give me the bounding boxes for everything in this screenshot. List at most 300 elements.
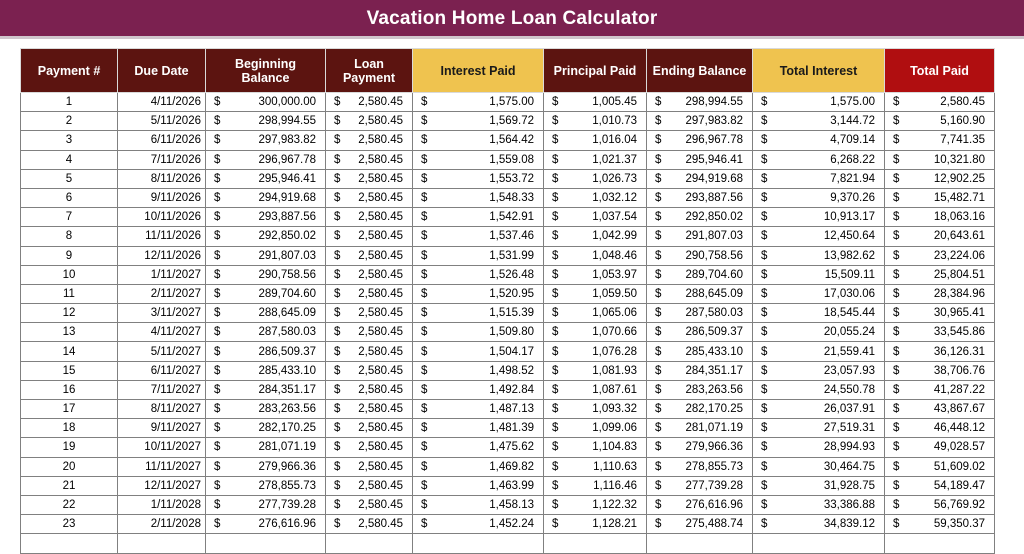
cell-loan-payment[interactable] — [326, 284, 413, 303]
amount-value: 287,580.03 — [685, 307, 743, 320]
column-header-due-date[interactable]: Due Date — [118, 49, 206, 93]
cell-payment-number[interactable]: 15 — [21, 361, 118, 380]
cell-due-date[interactable]: 8/11/2027 — [118, 400, 206, 419]
cell-ending-balance[interactable] — [647, 323, 753, 342]
cell-interest-paid[interactable] — [413, 342, 544, 361]
cell-principal-paid[interactable] — [544, 150, 647, 169]
cell-ending-balance[interactable] — [647, 438, 753, 457]
cell-ending-balance[interactable] — [647, 400, 753, 419]
cell-total-interest[interactable] — [753, 400, 885, 419]
cell-loan-payment[interactable] — [326, 438, 413, 457]
cell-payment-number[interactable]: 10 — [21, 265, 118, 284]
cell-due-date[interactable]: 4/11/2026 — [118, 93, 206, 112]
cell-total-interest[interactable] — [753, 380, 885, 399]
cell-ending-balance[interactable] — [647, 265, 753, 284]
cell-beginning-balance[interactable] — [206, 208, 326, 227]
amount-value: 284,351.17 — [685, 364, 743, 377]
cell-principal-paid[interactable] — [544, 419, 647, 438]
cell-due-date[interactable]: 8/11/2026 — [118, 169, 206, 188]
amount-value: 291,807.03 — [258, 249, 316, 262]
cell-due-date[interactable]: 7/11/2026 — [118, 150, 206, 169]
column-header-beginning-balance[interactable]: Beginning Balance — [206, 49, 326, 93]
cell-total-interest[interactable] — [753, 457, 885, 476]
cell-total-paid[interactable] — [885, 400, 995, 419]
cell-ending-balance[interactable] — [647, 284, 753, 303]
cell-payment-number[interactable]: 14 — [21, 342, 118, 361]
cell-beginning-balance[interactable] — [206, 304, 326, 323]
cell-total-interest[interactable] — [753, 304, 885, 323]
cell-total-paid[interactable] — [885, 112, 995, 131]
cell-ending-balance[interactable] — [647, 304, 753, 323]
cell-principal-paid[interactable] — [544, 515, 647, 534]
cell-total-interest[interactable] — [753, 495, 885, 514]
cell-ending-balance[interactable] — [647, 380, 753, 399]
column-header-ending-balance[interactable]: Ending Balance — [647, 49, 753, 93]
cell-principal-paid[interactable] — [544, 227, 647, 246]
cell-principal-paid[interactable] — [544, 361, 647, 380]
cell-total-paid[interactable] — [885, 323, 995, 342]
currency-symbol: $ — [761, 115, 768, 128]
cell-principal-paid[interactable] — [544, 131, 647, 150]
cell-loan-payment[interactable] — [326, 112, 413, 131]
cell-total-paid[interactable] — [885, 534, 995, 553]
cell-total-interest[interactable] — [753, 342, 885, 361]
cell-total-interest[interactable] — [753, 188, 885, 207]
cell-total-interest[interactable] — [753, 515, 885, 534]
cell-loan-payment[interactable] — [326, 457, 413, 476]
cell-loan-payment[interactable] — [326, 361, 413, 380]
cell-total-paid[interactable] — [885, 438, 995, 457]
currency-symbol: $ — [893, 211, 900, 224]
cell-payment-number[interactable]: 22 — [21, 495, 118, 514]
table-row[interactable] — [21, 93, 995, 112]
column-header-total-interest[interactable]: Total Interest — [753, 49, 885, 93]
currency-symbol: $ — [761, 364, 768, 377]
cell-total-paid[interactable] — [885, 188, 995, 207]
amount-value: 31,928.75 — [823, 479, 875, 492]
cell-beginning-balance[interactable] — [206, 265, 326, 284]
cell-ending-balance[interactable] — [647, 93, 753, 112]
cell-payment-number[interactable]: 1 — [21, 93, 118, 112]
cell-principal-paid[interactable] — [544, 457, 647, 476]
table-row[interactable] — [21, 323, 995, 342]
amount-value: 290,758.56 — [258, 268, 316, 281]
cell-ending-balance[interactable] — [647, 150, 753, 169]
cell-interest-paid[interactable] — [413, 515, 544, 534]
cell-total-paid[interactable] — [885, 419, 995, 438]
cell-ending-balance[interactable] — [647, 169, 753, 188]
cell-interest-paid[interactable] — [413, 112, 544, 131]
cell-interest-paid[interactable] — [413, 227, 544, 246]
cell-total-paid[interactable] — [885, 284, 995, 303]
table-row[interactable] — [21, 380, 995, 399]
cell-due-date[interactable]: 6/11/2026 — [118, 131, 206, 150]
amount-value: 1,053.97 — [592, 268, 637, 281]
cell-ending-balance[interactable] — [647, 342, 753, 361]
currency-symbol: $ — [552, 287, 559, 300]
cell-beginning-balance[interactable] — [206, 515, 326, 534]
cell-due-date[interactable]: 1/11/2027 — [118, 265, 206, 284]
cell-due-date[interactable]: 4/11/2027 — [118, 323, 206, 342]
cell-payment-number[interactable]: 9 — [21, 246, 118, 265]
cell-beginning-balance[interactable] — [206, 342, 326, 361]
amount-value: 1,026.73 — [592, 172, 637, 185]
cell-loan-payment[interactable] — [326, 515, 413, 534]
cell-principal-paid[interactable] — [544, 534, 647, 553]
cell-beginning-balance[interactable] — [206, 438, 326, 457]
cell-total-interest[interactable] — [753, 150, 885, 169]
cell-total-interest[interactable] — [753, 169, 885, 188]
currency-symbol: $ — [893, 383, 900, 396]
cell-interest-paid[interactable] — [413, 93, 544, 112]
cell-total-interest[interactable] — [753, 246, 885, 265]
cell-loan-payment[interactable] — [326, 265, 413, 284]
table-row[interactable] — [21, 284, 995, 303]
cell-total-interest[interactable] — [753, 112, 885, 131]
table-row[interactable] — [21, 495, 995, 514]
cell-interest-paid[interactable] — [413, 265, 544, 284]
cell-principal-paid[interactable] — [544, 284, 647, 303]
cell-due-date[interactable]: 9/11/2026 — [118, 188, 206, 207]
cell-total-interest[interactable] — [753, 265, 885, 284]
cell-beginning-balance[interactable] — [206, 246, 326, 265]
cell-loan-payment[interactable] — [326, 495, 413, 514]
amount-value: 298,994.55 — [685, 96, 743, 109]
cell-beginning-balance[interactable] — [206, 361, 326, 380]
cell-beginning-balance[interactable] — [206, 476, 326, 495]
cell-loan-payment[interactable] — [326, 476, 413, 495]
cell-interest-paid[interactable] — [413, 246, 544, 265]
cell-loan-payment[interactable] — [326, 227, 413, 246]
cell-interest-paid[interactable] — [413, 476, 544, 495]
table-row[interactable] — [21, 476, 995, 495]
cell-payment-number[interactable]: 18 — [21, 419, 118, 438]
column-header-loan-payment[interactable]: Loan Payment — [326, 49, 413, 93]
column-header-total-paid[interactable]: Total Paid — [885, 49, 995, 93]
cell-loan-payment[interactable] — [326, 208, 413, 227]
amount-value: 23,057.93 — [823, 364, 875, 377]
amount-value: 34,839.12 — [823, 518, 875, 531]
cell-principal-paid[interactable] — [544, 400, 647, 419]
amount-value: 27,519.31 — [823, 422, 875, 435]
cell-payment-number[interactable] — [21, 534, 118, 553]
cell-total-paid[interactable] — [885, 476, 995, 495]
amount-value: 1,037.54 — [592, 211, 637, 224]
cell-principal-paid[interactable] — [544, 265, 647, 284]
amount-value: 277,739.28 — [685, 479, 743, 492]
cell-beginning-balance[interactable] — [206, 495, 326, 514]
cell-ending-balance[interactable] — [647, 534, 753, 553]
cell-payment-number[interactable]: 7 — [21, 208, 118, 227]
cell-total-interest[interactable] — [753, 131, 885, 150]
cell-total-interest[interactable] — [753, 323, 885, 342]
cell-loan-payment[interactable] — [326, 131, 413, 150]
table-row[interactable] — [21, 457, 995, 476]
cell-total-interest[interactable] — [753, 361, 885, 380]
cell-interest-paid[interactable] — [413, 438, 544, 457]
cell-due-date[interactable]: 2/11/2027 — [118, 284, 206, 303]
amount-value: 9,370.26 — [830, 192, 875, 205]
cell-loan-payment[interactable] — [326, 342, 413, 361]
currency-symbol: $ — [334, 422, 341, 435]
table-row[interactable] — [21, 208, 995, 227]
cell-payment-number[interactable]: 17 — [21, 400, 118, 419]
currency-symbol: $ — [761, 479, 768, 492]
amount-value: 297,983.82 — [685, 115, 743, 128]
cell-due-date[interactable]: 11/11/2026 — [118, 227, 206, 246]
cell-due-date[interactable]: 12/11/2026 — [118, 246, 206, 265]
cell-principal-paid[interactable] — [544, 342, 647, 361]
cell-ending-balance[interactable] — [647, 131, 753, 150]
cell-interest-paid[interactable] — [413, 380, 544, 399]
cell-beginning-balance[interactable] — [206, 284, 326, 303]
cell-principal-paid[interactable] — [544, 438, 647, 457]
cell-payment-number[interactable]: 12 — [21, 304, 118, 323]
cell-total-paid[interactable] — [885, 150, 995, 169]
cell-total-interest[interactable] — [753, 534, 885, 553]
cell-principal-paid[interactable] — [544, 495, 647, 514]
cell-interest-paid[interactable] — [413, 169, 544, 188]
amount-value: 285,433.10 — [258, 364, 316, 377]
cell-interest-paid[interactable] — [413, 419, 544, 438]
cell-payment-number[interactable]: 21 — [21, 476, 118, 495]
amount-value: 2,580.45 — [358, 364, 403, 377]
table-row[interactable] — [21, 515, 995, 534]
cell-ending-balance[interactable] — [647, 208, 753, 227]
cell-principal-paid[interactable] — [544, 246, 647, 265]
table-row[interactable] — [21, 188, 995, 207]
cell-principal-paid[interactable] — [544, 380, 647, 399]
cell-due-date[interactable] — [118, 534, 206, 553]
cell-total-paid[interactable] — [885, 227, 995, 246]
currency-symbol: $ — [655, 345, 662, 358]
cell-principal-paid[interactable] — [544, 169, 647, 188]
currency-symbol: $ — [655, 479, 662, 492]
page-title: Vacation Home Loan Calculator — [366, 7, 658, 29]
amount-value: 1,452.24 — [489, 518, 534, 531]
cell-beginning-balance[interactable] — [206, 534, 326, 553]
cell-payment-number[interactable]: 19 — [21, 438, 118, 457]
cell-beginning-balance[interactable] — [206, 93, 326, 112]
cell-loan-payment[interactable] — [326, 323, 413, 342]
currency-symbol: $ — [552, 403, 559, 416]
amount-value: 2,580.45 — [358, 249, 403, 262]
cell-due-date[interactable]: 5/11/2027 — [118, 342, 206, 361]
cell-total-paid[interactable] — [885, 495, 995, 514]
cell-total-interest[interactable] — [753, 438, 885, 457]
cell-interest-paid[interactable] — [413, 361, 544, 380]
table-row[interactable] — [21, 342, 995, 361]
cell-interest-paid[interactable] — [413, 323, 544, 342]
cell-payment-number[interactable]: 23 — [21, 515, 118, 534]
cell-due-date[interactable]: 12/11/2027 — [118, 476, 206, 495]
cell-due-date[interactable]: 9/11/2027 — [118, 419, 206, 438]
table-row[interactable] — [21, 419, 995, 438]
amount-value: 295,946.41 — [258, 172, 316, 185]
cell-payment-number[interactable]: 3 — [21, 131, 118, 150]
amount-value: 1,553.72 — [489, 172, 534, 185]
cell-total-paid[interactable] — [885, 169, 995, 188]
cell-total-paid[interactable] — [885, 208, 995, 227]
amount-value: 12,450.64 — [823, 230, 875, 243]
cell-beginning-balance[interactable] — [206, 150, 326, 169]
cell-interest-paid[interactable] — [413, 208, 544, 227]
cell-interest-paid[interactable] — [413, 304, 544, 323]
cell-due-date[interactable]: 1/11/2028 — [118, 495, 206, 514]
cell-payment-number[interactable]: 11 — [21, 284, 118, 303]
cell-ending-balance[interactable] — [647, 361, 753, 380]
cell-due-date[interactable]: 3/11/2027 — [118, 304, 206, 323]
currency-symbol: $ — [214, 403, 221, 416]
currency-symbol: $ — [655, 460, 662, 473]
cell-interest-paid[interactable] — [413, 188, 544, 207]
column-header-interest-paid[interactable]: Interest Paid — [413, 49, 544, 93]
cell-beginning-balance[interactable] — [206, 419, 326, 438]
table-row[interactable] — [21, 361, 995, 380]
cell-loan-payment[interactable] — [326, 419, 413, 438]
cell-loan-payment[interactable] — [326, 246, 413, 265]
cell-due-date[interactable]: 5/11/2026 — [118, 112, 206, 131]
amount-value: 2,580.45 — [358, 96, 403, 109]
cell-due-date[interactable]: 10/11/2027 — [118, 438, 206, 457]
table-row[interactable] — [21, 112, 995, 131]
cell-principal-paid[interactable] — [544, 112, 647, 131]
cell-total-paid[interactable] — [885, 380, 995, 399]
cell-payment-number[interactable]: 8 — [21, 227, 118, 246]
cell-total-paid[interactable] — [885, 131, 995, 150]
cell-beginning-balance[interactable] — [206, 112, 326, 131]
cell-principal-paid[interactable] — [544, 476, 647, 495]
table-row[interactable] — [21, 534, 995, 553]
cell-beginning-balance[interactable] — [206, 227, 326, 246]
cell-interest-paid[interactable] — [413, 534, 544, 553]
column-header-principal-paid[interactable]: Principal Paid — [544, 49, 647, 93]
cell-beginning-balance[interactable] — [206, 323, 326, 342]
cell-total-paid[interactable] — [885, 246, 995, 265]
cell-payment-number[interactable]: 5 — [21, 169, 118, 188]
cell-ending-balance[interactable] — [647, 476, 753, 495]
cell-total-interest[interactable] — [753, 419, 885, 438]
cell-total-interest[interactable] — [753, 284, 885, 303]
cell-total-paid[interactable] — [885, 342, 995, 361]
amount-value: 2,580.45 — [358, 268, 403, 281]
cell-loan-payment[interactable] — [326, 93, 413, 112]
table-row[interactable] — [21, 131, 995, 150]
cell-payment-number[interactable]: 6 — [21, 188, 118, 207]
cell-payment-number[interactable]: 4 — [21, 150, 118, 169]
cell-loan-payment[interactable] — [326, 188, 413, 207]
currency-symbol: $ — [421, 345, 428, 358]
table-row[interactable] — [21, 246, 995, 265]
cell-interest-paid[interactable] — [413, 284, 544, 303]
amount-value: 1,021.37 — [592, 153, 637, 166]
currency-symbol: $ — [893, 326, 900, 339]
cell-interest-paid[interactable] — [413, 400, 544, 419]
cell-total-interest[interactable] — [753, 208, 885, 227]
cell-payment-number[interactable]: 2 — [21, 112, 118, 131]
cell-principal-paid[interactable] — [544, 93, 647, 112]
cell-beginning-balance[interactable] — [206, 169, 326, 188]
cell-principal-paid[interactable] — [544, 323, 647, 342]
cell-ending-balance[interactable] — [647, 188, 753, 207]
cell-interest-paid[interactable] — [413, 150, 544, 169]
cell-interest-paid[interactable] — [413, 495, 544, 514]
cell-total-paid[interactable] — [885, 515, 995, 534]
cell-beginning-balance[interactable] — [206, 400, 326, 419]
cell-loan-payment[interactable] — [326, 150, 413, 169]
cell-ending-balance[interactable] — [647, 495, 753, 514]
cell-ending-balance[interactable] — [647, 419, 753, 438]
cell-beginning-balance[interactable] — [206, 188, 326, 207]
table-row[interactable] — [21, 150, 995, 169]
amount-value: 1,128.21 — [592, 518, 637, 531]
currency-symbol: $ — [421, 326, 428, 339]
cell-total-interest[interactable] — [753, 227, 885, 246]
cell-due-date[interactable]: 7/11/2027 — [118, 380, 206, 399]
amount-value: 279,966.36 — [685, 441, 743, 454]
cell-interest-paid[interactable] — [413, 131, 544, 150]
currency-symbol: $ — [214, 307, 221, 320]
table-row[interactable] — [21, 400, 995, 419]
cell-principal-paid[interactable] — [544, 208, 647, 227]
cell-total-paid[interactable] — [885, 304, 995, 323]
cell-total-interest[interactable] — [753, 93, 885, 112]
cell-total-paid[interactable] — [885, 457, 995, 476]
table-row[interactable] — [21, 438, 995, 457]
cell-principal-paid[interactable] — [544, 188, 647, 207]
amount-value: 289,704.60 — [685, 268, 743, 281]
cell-loan-payment[interactable] — [326, 534, 413, 553]
cell-principal-paid[interactable] — [544, 304, 647, 323]
cell-due-date[interactable]: 2/11/2028 — [118, 515, 206, 534]
cell-loan-payment[interactable] — [326, 380, 413, 399]
cell-due-date[interactable]: 11/11/2027 — [118, 457, 206, 476]
column-header-payment-number[interactable]: Payment # — [21, 49, 118, 93]
cell-ending-balance[interactable] — [647, 457, 753, 476]
table-row[interactable] — [21, 169, 995, 188]
amount-value: 1,016.04 — [592, 134, 637, 147]
cell-loan-payment[interactable] — [326, 400, 413, 419]
table-row[interactable] — [21, 265, 995, 284]
cell-payment-number[interactable]: 20 — [21, 457, 118, 476]
cell-payment-number[interactable]: 16 — [21, 380, 118, 399]
cell-beginning-balance[interactable] — [206, 457, 326, 476]
cell-due-date[interactable]: 6/11/2027 — [118, 361, 206, 380]
cell-total-interest[interactable] — [753, 476, 885, 495]
cell-due-date[interactable]: 10/11/2026 — [118, 208, 206, 227]
amount-value: 33,386.88 — [823, 499, 875, 512]
cell-ending-balance[interactable] — [647, 515, 753, 534]
cell-ending-balance[interactable] — [647, 246, 753, 265]
cell-loan-payment[interactable] — [326, 169, 413, 188]
currency-symbol: $ — [761, 441, 768, 454]
cell-beginning-balance[interactable] — [206, 380, 326, 399]
table-row[interactable] — [21, 304, 995, 323]
table-row[interactable] — [21, 227, 995, 246]
cell-loan-payment[interactable] — [326, 304, 413, 323]
amount-value: 1,059.50 — [592, 287, 637, 300]
cell-payment-number[interactable]: 13 — [21, 323, 118, 342]
cell-ending-balance[interactable] — [647, 227, 753, 246]
cell-beginning-balance[interactable] — [206, 131, 326, 150]
cell-total-paid[interactable] — [885, 361, 995, 380]
cell-total-paid[interactable] — [885, 265, 995, 284]
cell-total-paid[interactable] — [885, 93, 995, 112]
currency-symbol: $ — [214, 422, 221, 435]
cell-ending-balance[interactable] — [647, 112, 753, 131]
currency-symbol: $ — [552, 499, 559, 512]
cell-interest-paid[interactable] — [413, 457, 544, 476]
